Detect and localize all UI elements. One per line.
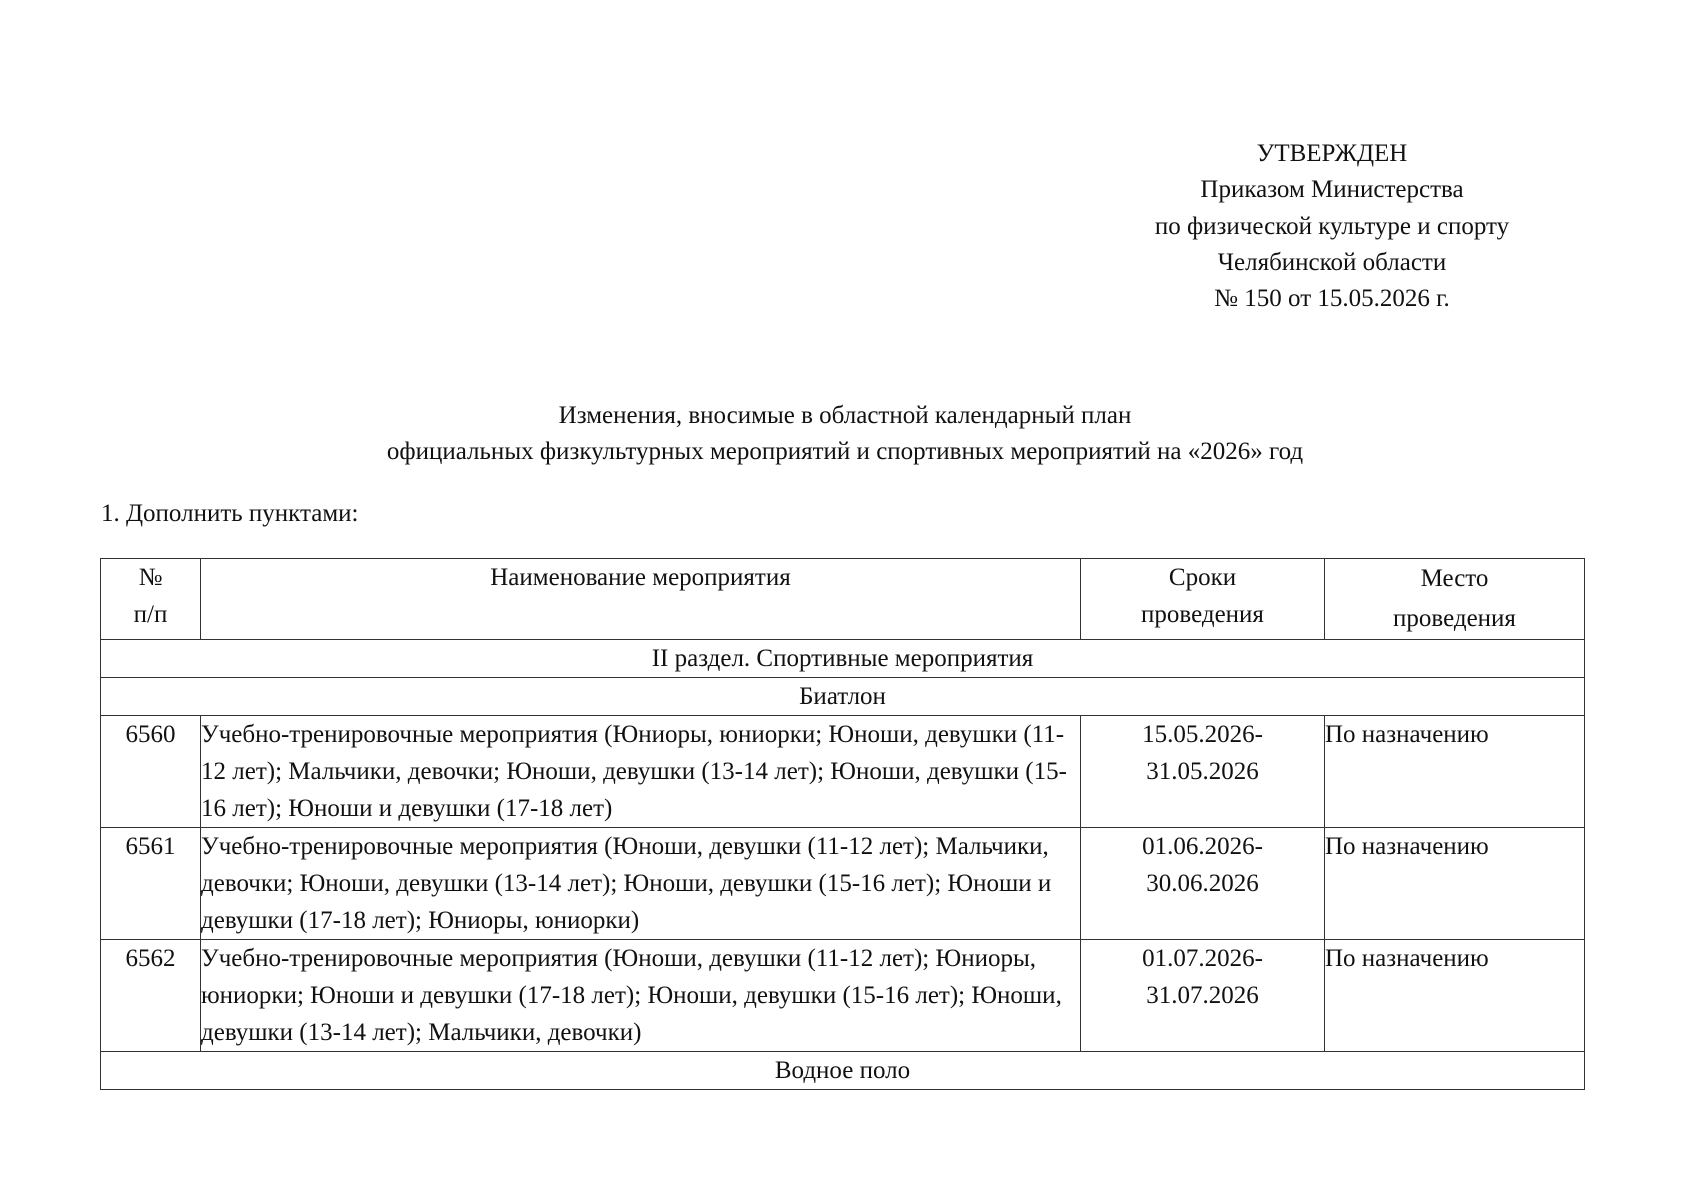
document-title xyxy=(100,398,1590,471)
table-row xyxy=(101,716,1585,828)
header-place xyxy=(1325,559,1585,640)
sport-row xyxy=(101,1052,1585,1090)
table-row xyxy=(101,940,1585,1052)
section-title: II раздел. Спортивные мероприятия xyxy=(101,640,1585,678)
header-dates xyxy=(1081,559,1325,640)
approval-ministry-line: по физической культуре и спорту xyxy=(1154,212,1510,240)
row-place: По назначению xyxy=(1325,828,1585,940)
document-title-line-2: официальных физкультурных мероприятий и спортивных мероприятий на «2026» год xyxy=(386,438,1304,466)
row-event-name: Учебно-тренировочные мероприятия (Юниоры, юниорки; Юноши, девушки (11-12 лет); Мальчики, девочки; Юноши, девушки (13-14 лет); Юноши, девушки (15-16 лет); Юноши и девушки (17-18 лет) xyxy=(201,716,1081,828)
section-row xyxy=(101,640,1585,678)
events-table xyxy=(100,558,1585,1090)
header-dates-line-2: проведения xyxy=(1141,601,1264,628)
row-dates xyxy=(1081,828,1325,940)
sport-row xyxy=(101,678,1585,716)
document-title-line-1: Изменения, вносимые в областной календарный план xyxy=(558,402,1132,429)
sport-title-biathlon: Биатлон xyxy=(101,678,1585,716)
row-event-name: Учебно-тренировочные мероприятия (Юноши, девушки (11-12 лет); Юниоры, юниорки; Юноши и девушки (17-18 лет); Юноши, девушки (15-16 лет); Юноши, девушки (13-14 лет); Мальчики, девочки) xyxy=(201,940,1081,1052)
row-date-start: 15.05.2026- xyxy=(1142,721,1263,748)
row-place: По назначению xyxy=(1325,940,1585,1052)
row-date-end: 31.05.2026 xyxy=(1146,758,1259,785)
header-event-name: Наименование мероприятия xyxy=(201,559,1081,640)
row-dates xyxy=(1081,940,1325,1052)
clause-heading: 1. Дополнить пунктами: xyxy=(101,500,359,527)
row-number: 6561 xyxy=(101,828,201,940)
header-place-line-1: Место xyxy=(1420,565,1489,592)
row-number: 6560 xyxy=(101,716,201,828)
row-date-start: 01.06.2026- xyxy=(1142,833,1263,860)
approval-order-number: № 150 от 15.05.2026 г. xyxy=(1214,285,1450,312)
row-place: По назначению xyxy=(1325,716,1585,828)
table-header-row xyxy=(101,559,1585,640)
approval-order-line: Приказом Министерства xyxy=(1200,176,1464,204)
approval-heading: УТВЕРЖДЕН xyxy=(1256,140,1408,167)
row-date-end: 31.07.2026 xyxy=(1146,982,1259,1009)
row-date-start: 01.07.2026- xyxy=(1142,945,1263,972)
sport-title-water-polo: Водное поло xyxy=(101,1052,1585,1090)
header-number-abbr: п/п xyxy=(133,601,168,628)
header-number-symbol: № xyxy=(138,564,163,591)
table-row xyxy=(101,828,1585,940)
row-number: 6562 xyxy=(101,940,201,1052)
approval-stamp xyxy=(1058,136,1606,317)
header-place-line-2: проведения xyxy=(1393,605,1516,632)
row-event-name: Учебно-тренировочные мероприятия (Юноши, девушки (11-12 лет); Мальчики, девочки; Юноши, девушки (13-14 лет); Юноши, девушки (15-16 лет); Юноши и девушки (17-18 лет); Юниоры, юниорки) xyxy=(201,828,1081,940)
header-number xyxy=(101,559,201,640)
header-dates-line-1: Сроки xyxy=(1168,564,1237,591)
approval-region-line: Челябинской области xyxy=(1217,248,1447,276)
row-dates xyxy=(1081,716,1325,828)
row-date-end: 30.06.2026 xyxy=(1146,870,1259,897)
